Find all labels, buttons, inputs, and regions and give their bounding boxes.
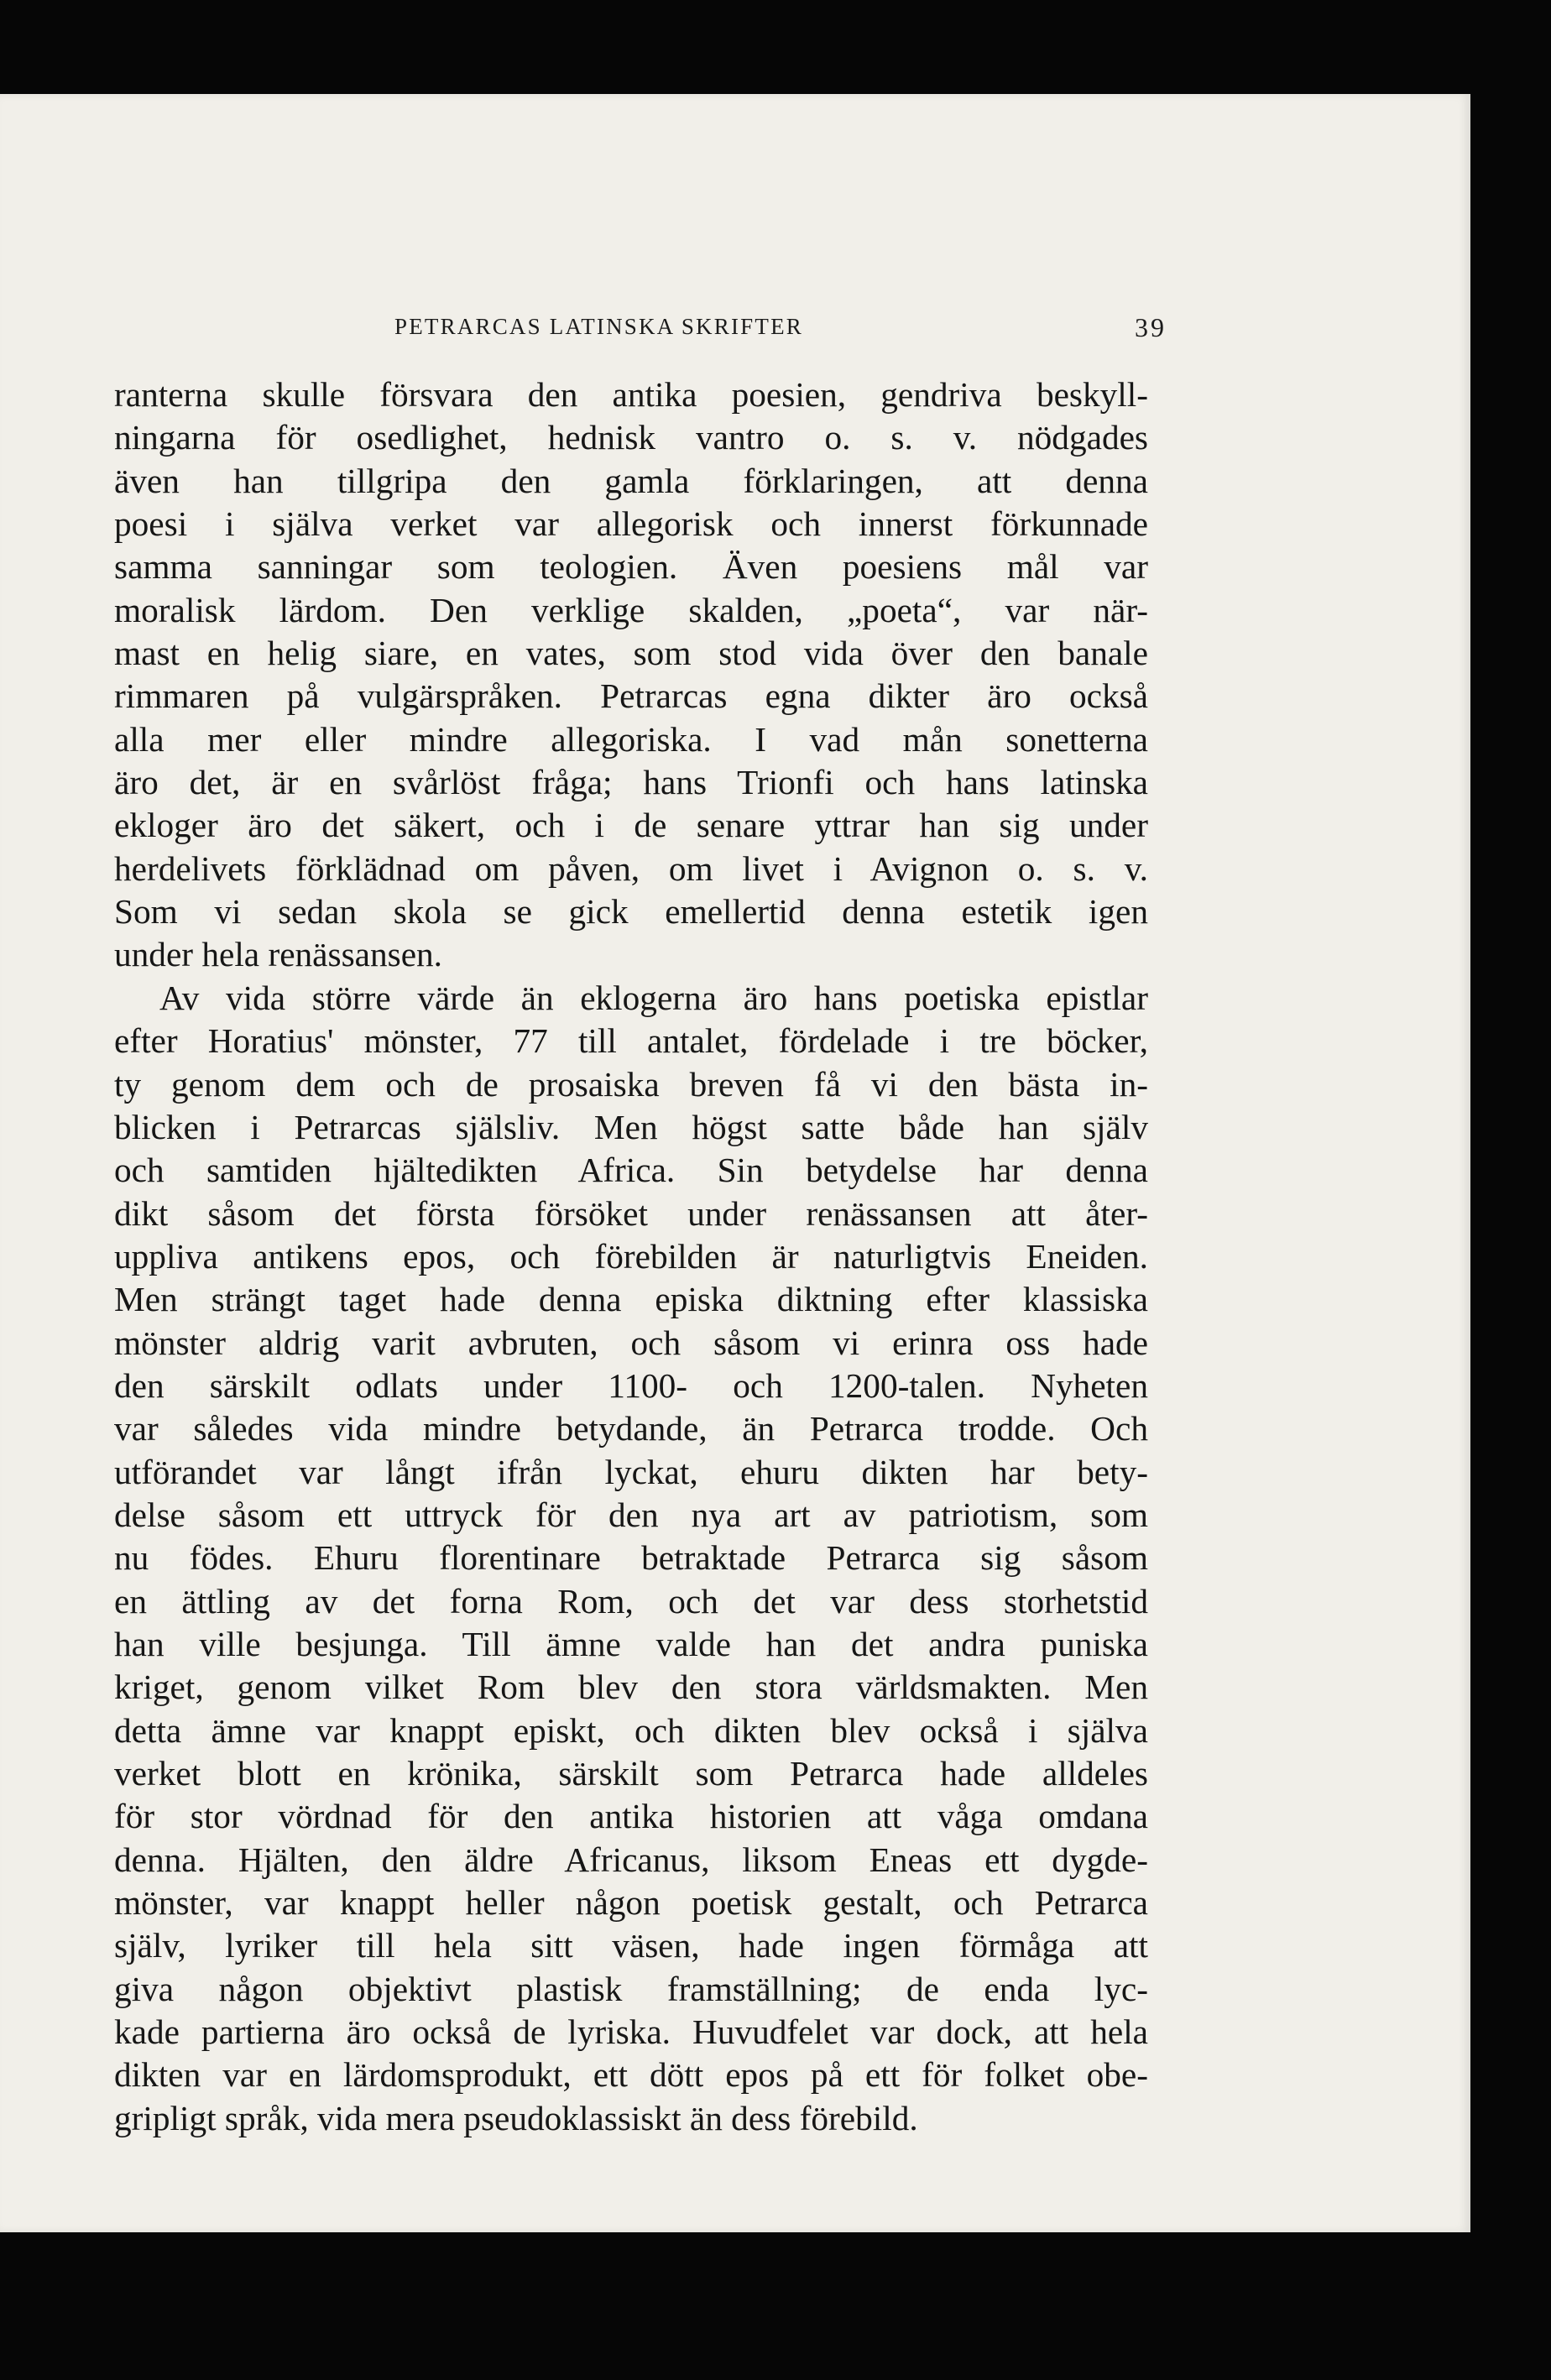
text-line: kriget, genom vilket Rom blev den stora världsmakten. Men [114, 1668, 1148, 1707]
text-line: delse såsom ett uttryck för den nya art av patriotism, som [114, 1495, 1148, 1534]
body-text [114, 373, 1148, 2140]
text-line: mönster aldrig varit avbruten, och såsom vi erinra oss hade [114, 1323, 1148, 1362]
text-line: kade partierna äro också de lyriska. Huvudfelet var dock, att hela [114, 2012, 1148, 2052]
paragraph-first-line: Av vida större värde än eklogerna äro hans poetiska epistlar [159, 978, 1148, 1017]
text-line: Men strängt taget hade denna episka diktning efter klassiska [114, 1280, 1148, 1319]
paragraph-end-line: gripligt språk, vida mera pseudoklassiskt än dess förebild. [114, 2098, 918, 2137]
text-line: alla mer eller mindre allegoriska. I vad mån sonetterna [114, 719, 1148, 759]
text-line: ranterna skulle försvara den antika poesien, gendriva beskyll- [114, 375, 1148, 414]
text-line: var således vida mindre betydande, än Petrarca trodde. Och [114, 1409, 1148, 1448]
page-number: 39 [1135, 312, 1167, 342]
paragraph-end-line: under hela renässansen. [114, 935, 443, 974]
text-line: poesi i själva verket var allegorisk och innerst förkunnade [114, 504, 1148, 544]
text-line: rimmaren på vulgärspråken. Petrarcas egna dikter äro också [114, 676, 1148, 716]
text-line: och samtiden hjältedikten Africa. Sin betydelse har denna [114, 1151, 1148, 1190]
book-page [0, 94, 1470, 2232]
text-line: uppliva antikens epos, och förebilden är naturligtvis Eneiden. [114, 1236, 1148, 1276]
text-line: mast en helig siare, en vates, som stod vida över den banale [114, 634, 1148, 673]
text-line: utförandet var långt ifrån lyckat, ehuru dikten har bety- [114, 1452, 1148, 1491]
text-line: den särskilt odlats under 1100- och 1200-talen. Nyheten [114, 1365, 1148, 1405]
text-line: äro det, är en svårlöst fråga; hans Trionfi och hans latinska [114, 763, 1148, 802]
text-line: giva någon objektivt plastisk framställning; de enda lyc- [114, 1969, 1148, 2008]
text-line: detta ämne var knappt episkt, och dikten blev också i själva [114, 1710, 1148, 1750]
text-line: ningarna för osedlighet, hednisk vantro o. s. v. nödgades [114, 418, 1148, 457]
text-line: själv, lyriker till hela sitt väsen, hade ingen förmåga att [114, 1926, 1148, 1965]
text-line: en ättling av det forna Rom, och det var dess storhetstid [114, 1581, 1148, 1621]
text-line: Som vi sedan skola se gick emellertid denna estetik igen [114, 892, 1148, 932]
text-line: verket blott en krönika, särskilt som Petrarca hade alldeles [114, 1754, 1148, 1793]
page-header [394, 314, 1167, 352]
text-line: ekloger äro det säkert, och i de senare yttrar han sig under [114, 806, 1148, 845]
text-line: ty genom dem och de prosaiska breven få vi den bästa in- [114, 1064, 1148, 1104]
text-line: moralisk lärdom. Den verklige skalden, „poeta“, var när- [114, 590, 1148, 629]
text-line: efter Horatius' mönster, 77 till antalet, fördelade i tre böcker, [114, 1021, 1148, 1061]
text-line: herdelivets förklädnad om påven, om livet i Avignon o. s. v. [114, 848, 1148, 888]
text-line: nu födes. Ehuru florentinare betraktade Petrarca sig såsom [114, 1538, 1148, 1578]
text-line: dikten var en lärdomsprodukt, ett dött epos på ett för folket obe- [114, 2055, 1148, 2095]
text-line: han ville besjunga. Till ämne valde han det andra puniska [114, 1624, 1148, 1663]
text-line: dikt såsom det första försöket under renässansen att åter- [114, 1193, 1148, 1233]
text-line: även han tillgripa den gamla förklaringen, att denna [114, 461, 1148, 500]
text-line: samma sanningar som teologien. Även poesiens mål var [114, 547, 1148, 587]
running-title: PETRARCAS LATINSKA SKRIFTER [394, 314, 803, 339]
text-line: för stor vördnad för den antika historien att våga omdana [114, 1797, 1148, 1836]
text-line: blicken i Petrarcas själsliv. Men högst satte både han själv [114, 1107, 1148, 1146]
text-line: mönster, var knappt heller någon poetisk gestalt, och Petrarca [114, 1883, 1148, 1923]
text-line: denna. Hjälten, den äldre Africanus, liksom Eneas ett dygde- [114, 1840, 1148, 1879]
